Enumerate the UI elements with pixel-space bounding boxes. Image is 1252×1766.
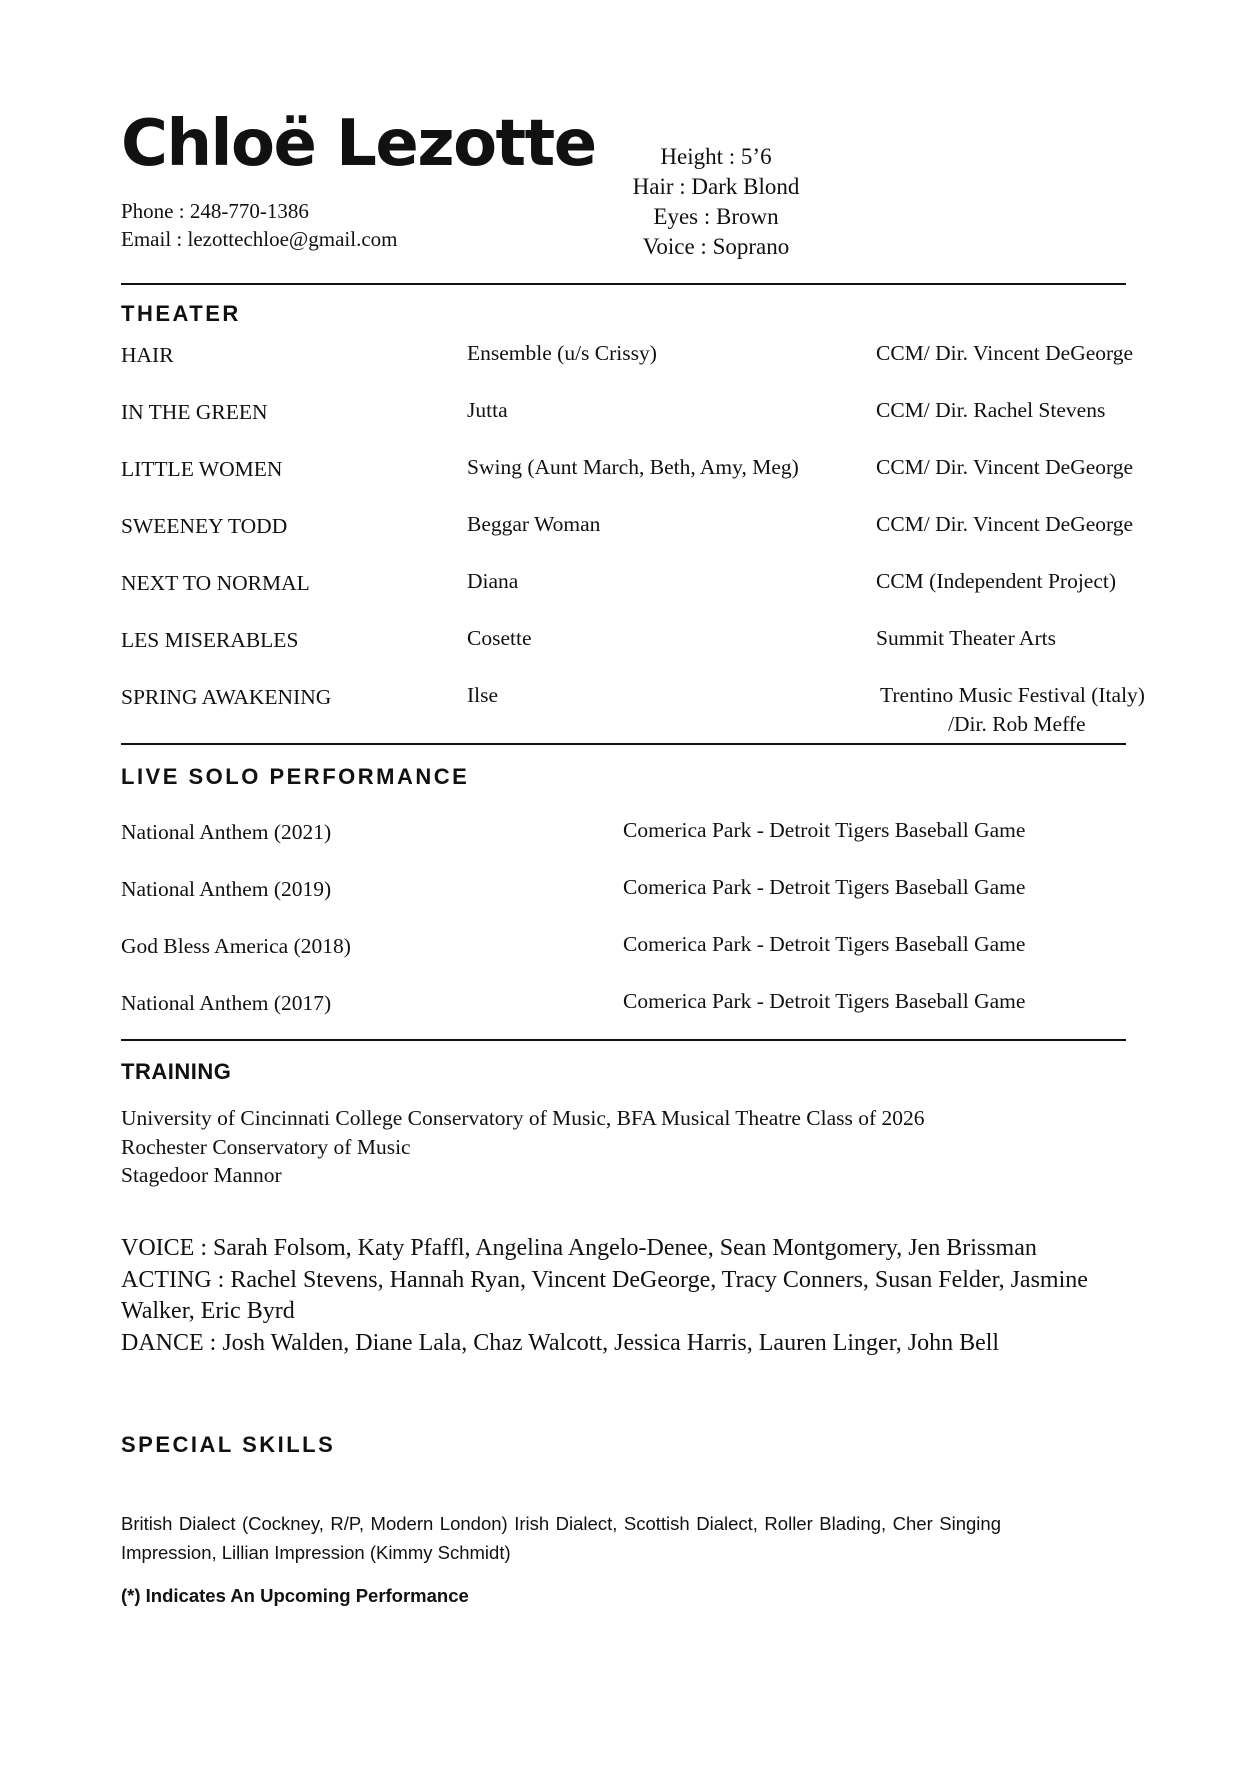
theater-role: Jutta: [467, 398, 508, 422]
solo-song: National Anthem (2019): [121, 877, 332, 901]
divider: [121, 743, 1126, 745]
training-heading: TRAINING: [121, 1059, 232, 1084]
voice-stat: Voice : Soprano: [642, 234, 790, 259]
theater-role: Beggar Woman: [467, 512, 601, 536]
theater-venue: CCM/ Dir. Rachel Stevens: [876, 398, 1106, 422]
school-item: Stagedoor Mannor: [121, 1163, 282, 1187]
solo-venue: Comerica Park - Detroit Tigers Baseball Game: [623, 875, 1026, 899]
theater-venue: Trentino Music Festival (Italy): [880, 683, 1145, 707]
theater-venue: CCM/ Dir. Vincent DeGeorge: [876, 512, 1134, 536]
voice-teachers: VOICE : Sarah Folsom, Katy Pfaffl, Angelina Angelo-Denee, Sean Montgomery, Jen Brissman: [121, 1235, 1037, 1261]
solo-venue: Comerica Park - Detroit Tigers Baseball Game: [623, 932, 1026, 956]
theater-venue-line2: /Dir. Rob Meffe: [948, 712, 1086, 736]
theater-venue: CCM/ Dir. Vincent DeGeorge: [876, 341, 1134, 365]
theater-show: SPRING AWAKENING: [121, 685, 332, 709]
theater-show: NEXT TO NORMAL: [121, 571, 310, 595]
solo-venue: Comerica Park - Detroit Tigers Baseball Game: [623, 989, 1026, 1013]
skills-text: British Dialect (Cockney, R/P, Modern London) Irish Dialect, Scottish Dialect, Roller Blading, Cher Singing Impression, Lillian Impression (Kimmy Schmidt): [121, 1513, 1001, 1563]
theater-venue: CCM/ Dir. Vincent DeGeorge: [876, 455, 1134, 479]
theater-show: LITTLE WOMEN: [121, 457, 283, 481]
eyes-stat: Eyes : Brown: [653, 204, 779, 229]
acting-teachers: ACTING : Rachel Stevens, Hannah Ryan, Vincent DeGeorge, Tracy Conners, Susan Felder, Jasmine Walker, Eric Byrd: [121, 1266, 1088, 1324]
footnote: (*) Indicates An Upcoming Performance: [121, 1585, 469, 1606]
theater-role: Cosette: [467, 626, 532, 650]
hair-stat: Hair : Dark Blond: [632, 174, 800, 199]
theater-venue: Summit Theater Arts: [876, 626, 1056, 650]
school-item: University of Cincinnati College Conservatory of Music, BFA Musical Theatre Class of 2026: [121, 1106, 925, 1130]
resume-name: Chloë Lezotte: [121, 107, 596, 181]
theater-role: Diana: [467, 569, 519, 593]
solo-song: National Anthem (2017): [121, 991, 332, 1015]
theater-role: Swing (Aunt March, Beth, Amy, Meg): [467, 455, 799, 479]
theater-role: Ilse: [467, 683, 499, 707]
email-text: Email : lezottechloe@gmail.com: [121, 227, 398, 251]
theater-heading: THEATER: [121, 301, 241, 326]
teachers-block: [121, 1233, 1161, 1359]
theater-show: IN THE GREEN: [121, 400, 268, 424]
training-schools: [121, 1104, 925, 1190]
height-stat: Height : 5’6: [660, 144, 772, 169]
theater-venue: CCM (Independent Project): [876, 569, 1117, 593]
skills-heading: SPECIAL SKILLS: [121, 1432, 336, 1457]
school-item: Rochester Conservatory of Music: [121, 1134, 411, 1159]
solo-song: God Bless America (2018): [121, 934, 351, 958]
theater-show: SWEENEY TODD: [121, 514, 288, 538]
phone-text: Phone : 248-770-1386: [121, 199, 309, 223]
theater-show: HAIR: [121, 343, 174, 367]
divider: [121, 283, 1126, 285]
dance-teachers: DANCE : Josh Walden, Diane Lala, Chaz Walcott, Jessica Harris, Lauren Linger, John Bell: [121, 1329, 1000, 1356]
divider: [121, 1039, 1126, 1041]
solo-heading: LIVE SOLO PERFORMANCE: [121, 764, 470, 789]
solo-venue: Comerica Park - Detroit Tigers Baseball Game: [623, 818, 1026, 842]
solo-song: National Anthem (2021): [121, 820, 332, 844]
theater-role: Ensemble (u/s Crissy): [467, 341, 657, 365]
theater-show: LES MISERABLES: [121, 628, 299, 652]
